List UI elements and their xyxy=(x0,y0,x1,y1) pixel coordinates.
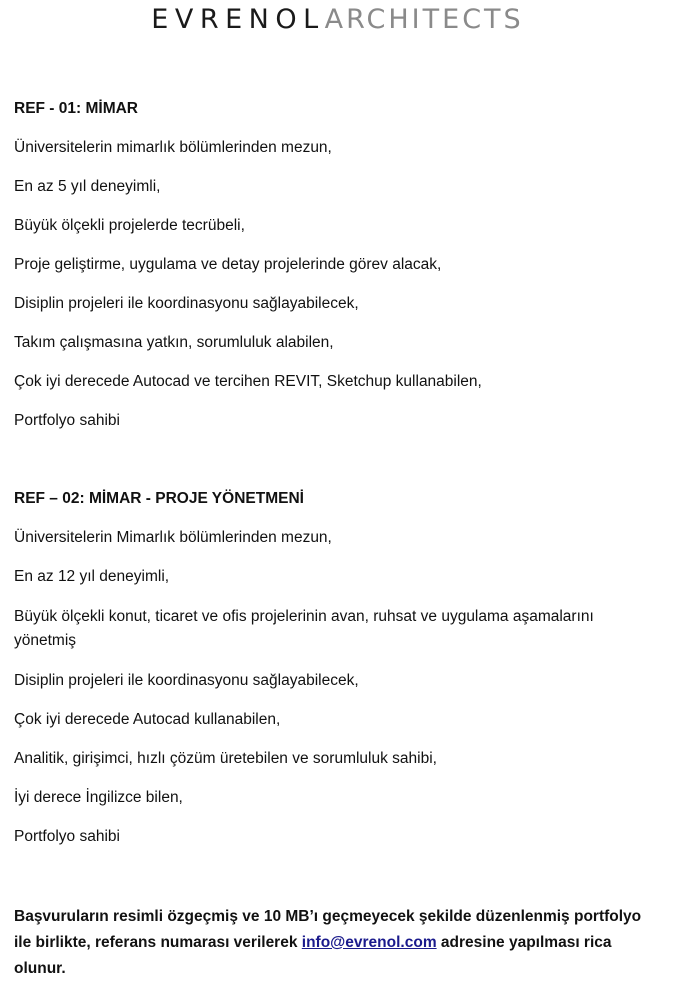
requirement-item: Proje geliştirme, uygulama ve detay projelerinde görev alacak, xyxy=(14,256,442,273)
requirement-item: Üniversitelerin Mimarlık bölümlerinden mezun, xyxy=(14,529,332,546)
logo-brand: EVRENOL xyxy=(151,4,325,35)
section-spacer xyxy=(14,865,659,904)
company-logo xyxy=(0,0,675,40)
application-instructions xyxy=(14,904,659,982)
requirement-item: Büyük ölçekli konut, ticaret ve ofis projelerinin avan, ruhsat ve uygulama aşamalarını yönetmiş xyxy=(14,608,594,649)
logo-subtitle: ARCHITECTS xyxy=(324,4,524,35)
requirement-item: Disiplin projeleri ile koordinasyonu sağlayabilecek, xyxy=(14,295,359,312)
requirement-item: Takım çalışmasına yatkın, sorumluluk alabilen, xyxy=(14,334,334,351)
requirement-item: Portfolyo sahibi xyxy=(14,828,120,845)
footer-text-before: Başvuruların resimli özgeçmiş ve 10 MB’ı geçmeyecek şekilde düzenlenmiş portfolyo ile birlikte, referans numarası verilerek xyxy=(14,908,642,951)
section-spacer xyxy=(14,449,659,488)
section-title: REF - 01: MİMAR xyxy=(14,100,138,117)
requirement-item: Analitik, girişimci, hızlı çözüm üretebilen ve sorumluluk sahibi, xyxy=(14,750,437,767)
footer-text-after: adresine yapılması rica olunur. xyxy=(14,934,612,977)
section-title: REF – 02: MİMAR - PROJE YÖNETMENİ xyxy=(14,490,304,507)
section-ref-02 xyxy=(14,488,659,848)
section-ref-01 xyxy=(14,98,659,432)
requirement-item: Portfolyo sahibi xyxy=(14,412,120,429)
requirement-item: Büyük ölçekli projelerde tecrübeli, xyxy=(14,217,245,234)
requirement-item: Üniversitelerin mimarlık bölümlerinden mezun, xyxy=(14,139,332,156)
requirement-item: Disiplin projeleri ile koordinasyonu sağlayabilecek, xyxy=(14,672,359,689)
email-link[interactable]: info@evrenol.com xyxy=(301,934,437,951)
requirement-item: İyi derece İngilizce bilen, xyxy=(14,789,183,806)
requirement-item: En az 5 yıl deneyimli, xyxy=(14,178,161,195)
requirement-item: Çok iyi derecede Autocad kullanabilen, xyxy=(14,711,281,728)
requirement-item: Çok iyi derecede Autocad ve tercihen REVIT, Sketchup kullanabilen, xyxy=(14,373,482,390)
job-postings-document xyxy=(14,98,659,982)
requirement-item: En az 12 yıl deneyimli, xyxy=(14,568,170,585)
